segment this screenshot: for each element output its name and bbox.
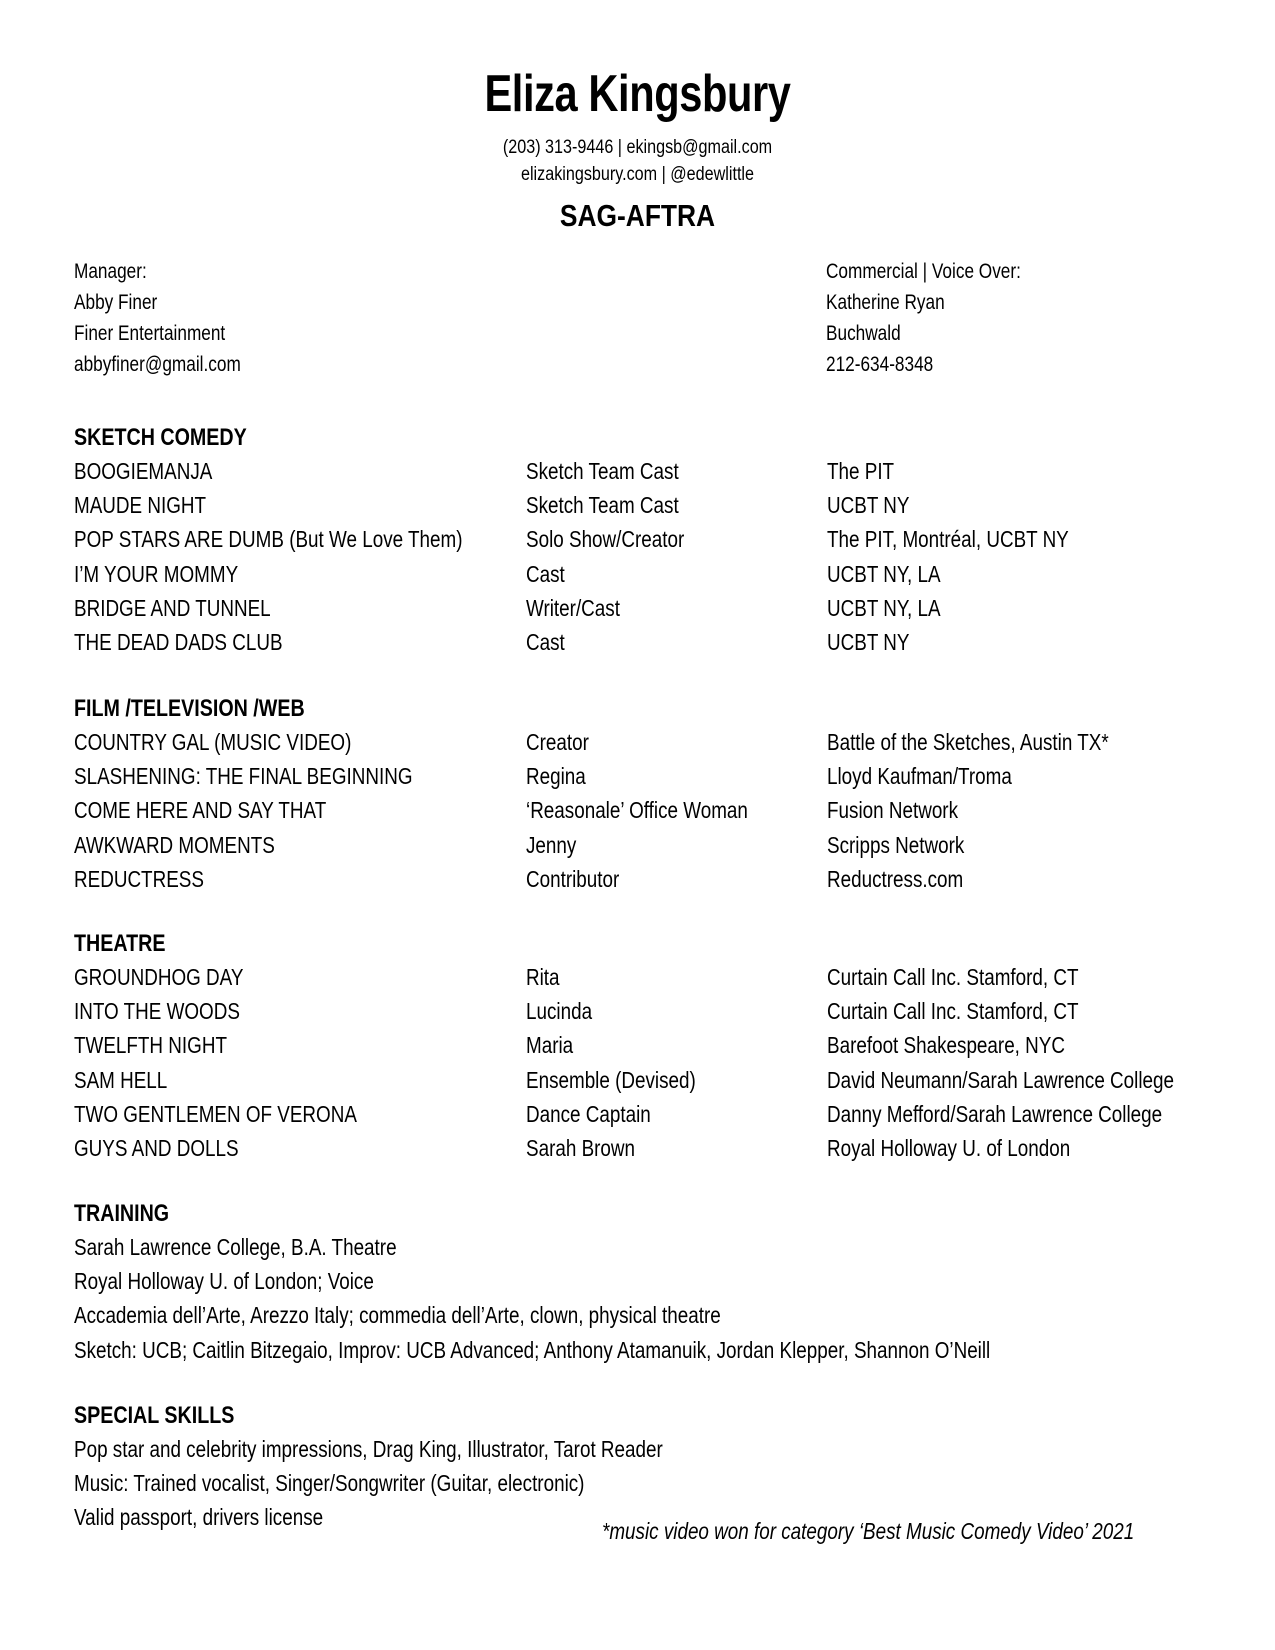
credit-row [74,1032,1254,1066]
credit-row [74,763,1254,797]
manager-block [74,256,277,380]
credit-venue: Royal Holloway U. of London [827,1134,1071,1161]
credit-role: ‘Reasonale’ Office Woman [526,797,748,824]
credits-table [74,964,1254,1169]
credit-title: GUYS AND DOLLS [74,1134,239,1161]
credit-venue: The PIT [827,458,895,484]
credit-role: Solo Show/Creator [526,526,685,553]
sketch-comedy-section [74,424,1254,663]
credit-role: Ensemble (Devised) [526,1066,696,1093]
manager-company: Finer Entertainment [74,322,226,345]
contact-phone-email: (203) 313-9446 | ekingsb@gmail.com [502,137,773,158]
credit-venue: UCBT NY [827,492,910,519]
text-line: Music: Trained vocalist, Singer/Songwriter (Guitar, electronic) [74,1470,585,1497]
credit-venue: Barefoot Shakespeare, NYC [827,1032,1065,1059]
section-title: FILM /TELEVISION /WEB [74,695,305,722]
section-title: SPECIAL SKILLS [74,1402,235,1429]
credit-row [74,458,1254,492]
credit-venue: Battle of the Sketches, Austin TX* [827,729,1109,755]
commercial-phone: 212-634-8348 [826,353,934,376]
section-title: TRAINING [74,1200,170,1227]
credit-title: REDUCTRESS [74,865,204,892]
credit-row [74,561,1254,595]
credit-title: COME HERE AND SAY THAT [74,797,327,824]
credit-role: Sketch Team Cast [526,492,679,519]
credits-table [74,729,1254,900]
credit-title: POP STARS ARE DUMB (But We Love Them) [74,526,463,553]
credit-role: Sketch Team Cast [526,458,679,484]
credit-role: Sarah Brown [526,1134,636,1161]
credit-venue: Lloyd Kaufman/Troma [827,763,1012,790]
theatre-section [74,930,1254,1169]
credit-role: Writer/Cast [526,594,620,621]
credit-venue: Curtain Call Inc. Stamford, CT [827,998,1079,1025]
credit-row [74,595,1254,629]
credit-row [74,964,1254,998]
training-section [74,1200,1254,1371]
credit-venue: David Neumann/Sarah Lawrence College [827,1066,1175,1093]
commercial-label: Commercial | Voice Over: [826,260,1021,283]
footnote: *music video won for category ‘Best Music Comedy Video’ 2021 [602,1518,1135,1544]
credit-row [74,1135,1254,1169]
actor-name: Eliza Kingsbury [484,65,791,123]
credits-table [74,458,1254,663]
credit-title: THE DEAD DADS CLUB [74,628,283,655]
credit-title: I’M YOUR MOMMY [74,560,239,587]
commercial-agent-block [826,256,1064,380]
credit-row [74,1101,1254,1135]
credit-row [74,492,1254,526]
commercial-company: Buchwald [826,322,901,345]
contact-website-handle: elizakingsbury.com | @edewlittle [520,164,755,185]
section-title: SKETCH COMEDY [74,424,247,451]
credit-title: TWELFTH NIGHT [74,1032,227,1059]
credit-row [74,526,1254,560]
text-line: Sarah Lawrence College, B.A. Theatre [74,1234,397,1260]
credit-title: SAM HELL [74,1066,168,1093]
credit-venue: Curtain Call Inc. Stamford, CT [827,964,1079,990]
credit-venue: Danny Mefford/Sarah Lawrence College [827,1100,1163,1127]
credit-venue: Fusion Network [827,797,959,824]
credit-row [74,866,1254,900]
credit-venue: Scripps Network [827,831,965,858]
credit-row [74,998,1254,1032]
credit-row [74,629,1254,663]
credit-role: Contributor [526,865,620,892]
text-line: Royal Holloway U. of London; Voice [74,1268,374,1295]
credit-role: Jenny [526,831,577,858]
credit-title: INTO THE WOODS [74,998,240,1025]
credit-venue: Reductress.com [827,865,964,892]
text-line: Sketch: UCB; Caitlin Bitzegaio, Improv: UCB Advanced; Anthony Atamanuik, Jordan Klepper, Shannon O’Neill [74,1336,991,1363]
text-line: Valid passport, drivers license [74,1504,324,1531]
text-lines [74,1234,1254,1371]
commercial-name: Katherine Ryan [826,291,945,314]
union-affiliation: SAG-AFTRA [559,198,716,233]
credit-row [74,797,1254,831]
credit-row [74,832,1254,866]
credit-row [74,1067,1254,1101]
credit-role: Lucinda [526,998,593,1025]
text-line: Accademia dell’Arte, Arezzo Italy; commedia dell’Arte, clown, physical theatre [74,1302,721,1329]
credit-title: BRIDGE AND TUNNEL [74,594,271,621]
film-television-web-section [74,695,1254,900]
section-title: THEATRE [74,930,166,957]
credit-role: Regina [526,763,586,790]
credit-title: MAUDE NIGHT [74,492,207,519]
credit-title: AWKWARD MOMENTS [74,831,275,858]
credit-title: BOOGIEMANJA [74,458,213,484]
manager-email: abbyfiner@gmail.com [74,353,241,376]
credit-venue: UCBT NY [827,628,910,655]
manager-label: Manager: [74,260,147,283]
credit-title: TWO GENTLEMEN OF VERONA [74,1100,357,1127]
credit-role: Rita [526,964,560,990]
credit-role: Cast [526,628,565,655]
credit-role: Dance Captain [526,1100,651,1127]
credit-venue: UCBT NY, LA [827,594,941,621]
credit-role: Maria [526,1032,574,1059]
credit-title: SLASHENING: THE FINAL BEGINNING [74,763,413,790]
credit-role: Creator [526,729,589,755]
credit-role: Cast [526,560,565,587]
credit-row [74,729,1254,763]
manager-name: Abby Finer [74,291,158,314]
text-line: Pop star and celebrity impressions, Drag King, Illustrator, Tarot Reader [74,1436,663,1462]
credit-venue: UCBT NY, LA [827,560,941,587]
credit-venue: The PIT, Montréal, UCBT NY [827,526,1069,553]
credit-title: COUNTRY GAL (MUSIC VIDEO) [74,729,352,755]
credit-title: GROUNDHOG DAY [74,964,244,990]
